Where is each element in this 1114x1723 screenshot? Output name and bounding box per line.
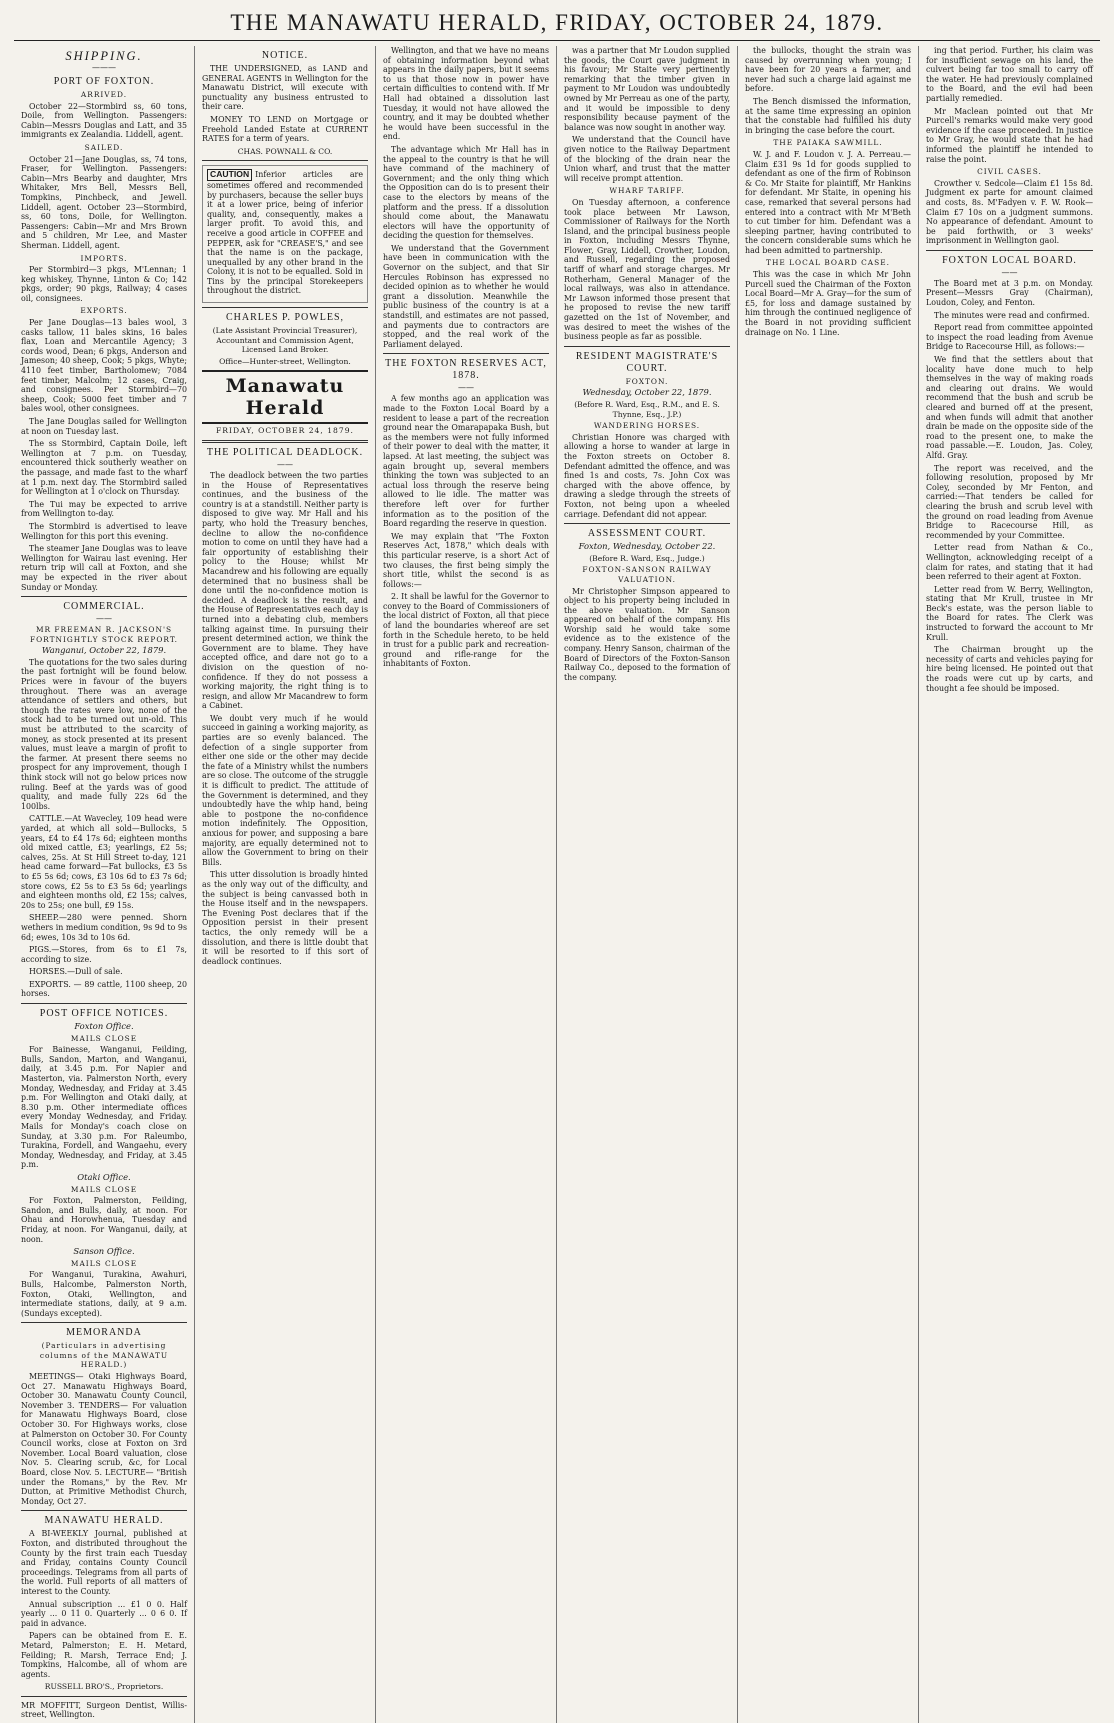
post-office-name: Otaki Office. (77, 1171, 131, 1182)
nameplate-title: Manawatu Herald (225, 375, 345, 420)
caution-text: Inferior articles are sometimes offered and recommended by purchasers, because the seller buys it at a lower price, being of inferior quality, and, consequently, makes a larger profit. To avoid this, and receive a good article in COFFEE and PEPPER, ask for "CREASE'S," and see that the name is on the package, unequalled by any other brand in the Colony, it is not to be equalled. Sold in Tins by the principal Storekeepers throughout the district. (207, 170, 363, 296)
local-board-paragraph: Letter read from W. Berry, Wellington, stating that Mr Krull, trustee in Mr Beck's estate, was the person liable to the Board for rates. The Clerk was instructed to forward the account to Mr Krull. (926, 584, 1093, 642)
commercial-heading: COMMERCIAL. (63, 601, 145, 613)
divider: —— (1001, 267, 1018, 277)
port-heading: PORT OF FOXTON. (53, 76, 155, 87)
post-office-text: For Wanganui, Turakina, Awahuri, Bulls, Halcombe, Palmerston North, Foxton, Otaki, Wellington, and intermediate stations, daily, at 9 a.m. (Sundays excepted). (21, 1270, 187, 1318)
court-date: Wednesday, October 22, 1879. (582, 387, 712, 398)
post-office-name: Foxton Office. (74, 1021, 134, 1032)
article-paragraph: ing that period. Further, his claim was for insufficient sewage on his land, the culvert being far too small to carry off the water. He had previously complained to the Board, and the evil had been partially remedied. (926, 46, 1093, 103)
mails-close-label: MAILS CLOSE (70, 1184, 138, 1194)
memoranda-subheading: (Particulars in advertising columns of the MANAWATU HERALD.) (39, 1341, 169, 1370)
sawmill-heading: THE PAIAKA SAWMILL. (773, 138, 883, 148)
article-paragraph: The advantage which Mr Hall has in the appeal to the country is that he will have command of the machinery of Government; and the only thing which the Opposition can do is to present their case to the electors by means of the platform and the press. If a dissolution should come about, the Manawatu electors will have the opportunity of deciding the question for themselves. (383, 144, 549, 241)
issue-date: FRIDAY, OCTOBER 24, 1879. (216, 426, 354, 436)
arrived-text: October 22—Stormbird ss, 60 tons, Doile, from Wellington. Passengers: Cabin—Messrs Douglas and Latt, and 35 immigrants ex Zealandia. Liddell, agent. (21, 101, 187, 140)
article-paragraph: Wellington, and that we have no means of obtaining information beyond what appears in the daily papers, but it seems to us that those now in power have certain difficulties to contend with. If Mr Hall had obtained a dissolution last Tuesday, it would not have allowed the country, and it may be doubted whether he would have been successful in the end. (383, 46, 549, 142)
herald-text: A BI-WEEKLY Journal, published at Foxton, and distributed throughout the County by the first train each Tuesday and Friday, contains County Council proceedings. Telegrams from all parts of the world. Full reports of all matters of interest to the County. (21, 1529, 187, 1596)
exports-label: EXPORTS. (80, 306, 128, 316)
notice-signature: CHAS. POWNALL & CO. (237, 146, 333, 156)
memoranda-heading: MEMORANDA (66, 1327, 142, 1339)
exports-text: Per Jane Douglas—13 bales wool, 3 casks tallow, 11 bales skins, 16 bales flax, Loan and Mercantile Agency; 3 cords wood, Dean; 6 pkgs, Anderson and Jameson; 40 sheep, Cook; 5 pkgs, Whyte; 4110 feet timber, Bartholomew; 7084 feet timber, Malcolm; 12 cases, Craig, and consignees. Per Stormbird—70 sheep, Cook; 5000 feet timber and 7 bales wool, other consignees. (21, 318, 187, 414)
memoranda-text: MEETINGS— Otaki Highways Board, Oct 27. Manawatu Highways Board, October 30. Manawatu County Council, November 3. TENDERS— For valuation for Manawatu Highways Board, close October 30. For Highways works, close at Palmerston on October 30. For County Council works, close at Foxton on 3rd November. Local Board valuation, close Nov. 5. Clearing scrub, &c, for Local Board, close Nov. 5. LECTURE— "British under the Romans," by the Rev. Mr Dutton, at Primitive Methodist Church, Monday, Oct 27. (21, 1372, 187, 1506)
sailed-label: SAILED. (84, 142, 124, 152)
local-board-paragraph: The Board met at 3 p.m. on Monday. Present—Messrs Gray (Chairman), Loudon, Coley, and Fenton. (926, 278, 1093, 308)
local-board-paragraph: The report was received, and the following resolution, proposed by Mr Coley, seconded by Mr Fenton, and carried:—That tenders be called for clearing the brush and scrub level with the ground on road leading from Avenue Bridge to Racecourse Hill, as recommended by your Committee. (926, 463, 1093, 540)
article-paragraph: The Bench dismissed the information, at the same time expressing an opinion that the constable had fulfilled his duty in bringing the case before the court. (745, 96, 911, 135)
column-3 (376, 46, 557, 1723)
arrived-label: ARRIVED. (80, 90, 128, 99)
local-board-heading: FOXTON LOCAL BOARD. (942, 254, 1077, 266)
notice-heading: NOTICE. (261, 50, 309, 61)
sawmill-text: W. J. and F. Loudon v. J. A. Perreau.—Claim £31 9s 1d for goods supplied to defendant as one of the firm of Robinson & Co. Mr Staite for plaintiff, Mr Hankins for defendant. Mr Staite, in opening his case, remarked that several persons had entered into a contract with Mr M'Beth to cut timber for him. Defendant was a sleeping partner, having contributed to the concern considerable sums which he had been admitted to partnership. (745, 149, 911, 255)
money-to-lend-text: MONEY TO LEND on Mortgage or Freehold Landed Estate at CURRENT RATES for a term of years. (202, 114, 368, 144)
market-exports: EXPORTS. — 89 cattle, 1100 sheep, 20 horses. (21, 979, 187, 999)
reserves-paragraph: A few months ago an application was made to the Foxton Local Board by a resident to lease a part of the recreation ground near the Omarapapaka Bush, but as the members were not fully informed of their power to deal with the matter, it lapsed. At last meeting, the subject was again brought up, several members thinking the town was subjected to an actual loss through the reserve being allowed to lie idle. The matter was therefore left over for further information as to the position of the Board regarding the reserve in question. (383, 394, 549, 529)
notice-text: THE UNDERSIGNED, as LAND and GENERAL AGENTS in Wellington for the Manawatu District, will execute with punctuality any business entrusted to their care. (202, 64, 368, 112)
court-bench: (Before R. Ward, Esq., R.M., and E. S. Thynne, Esq., J.P.) (574, 400, 720, 419)
commercial-text: The quotations for the two sales during the past fortnight will be found below. Prices were in favour of the buyers throughout. There was an average attendance of settlers and others, but though the rates were low, none of the stock had to be turned out un-old. This must be attributed to the scarcity of money, as stock presented at its present values, must leave a margin of profit to the farmer. At present there seems no prospect for any improvement, though I think stock will not go below prices now ruling. Beef at the yards was of good quality, and made fully 22s 6d the 100lbs. (21, 657, 187, 811)
column-5 (738, 46, 919, 1723)
section-rule (202, 307, 368, 308)
local-board-paragraph: Letter read from Nathan & Co., Wellington, acknowledging receipt of a claim for rates, and stating that it had been referred to their agent at Foxton. (926, 543, 1093, 582)
column-6 (919, 46, 1100, 1723)
shipping-note: The steamer Jane Douglas was to leave Wellington for Wairau last evening. Her return trip will call at Foxton, and she may be expected in the river about Sunday or Monday. (21, 544, 187, 592)
powles-name: CHARLES P. POWLES, (225, 312, 344, 324)
leader-paragraph: This utter dissolution is broadly hinted as the only way out of the difficulty, and the subject is being canvassed both in the House itself and in the newspapers. The Evening Post declares that if the Opposition persist in their present tactics, the only remedy will be a dissolution, and there is little doubt that it will be resorted to if this sort of deadlock continues. (202, 870, 368, 966)
reserves-paragraph: We may explain that "The Foxton Reserves Act, 1878," which deals with this particular reserve, is a short Act of two clauses, the first being simply the short title, whilst the second is as follows:— (383, 531, 549, 589)
court-place: FOXTON. (625, 376, 669, 386)
divider: ——— (92, 63, 116, 72)
post-office-heading: POST OFFICE NOTICES. (39, 1008, 169, 1020)
section-rule (21, 1510, 187, 1511)
assessment-heading: ASSESSMENT COURT. (587, 528, 707, 540)
sailed-text: October 21—Jane Douglas, ss, 74 tons, Fraser, for Wellington. Passengers: Cabin—Mrs Bearby and daughter, Mrs Whitaker, Mrs Bell, Messrs Bell, Tompkins, Pinchbeck, and Jewell. Liddell, agent. October 23—Stormbird, ss, 60 tons, Doile, for Wellington. Passengers: Cabin—Mr and Mrs Brown and 5 children, Mr Lee, and Master Sherman. Liddell, agent. (21, 154, 187, 250)
post-office-text: For Bainesse, Wanganui, Feilding, Bulls, Sandon, Marton, and Wanganui, daily, at 3.45 p.m. For Napier and Masterton, via. Palmerston North, every Monday, Wednesday, and Friday at 3.45 p.m. For Wellington and Otaki daily, at 8.30 p.m. Other intermediate offices every Monday Wednesday, and Friday. Mails for Monday's coach close on Sunday, at 3.30 p.m. For Raleumbo, Turakina, Fordell, and Wangaehu, every Monday, Wednesday, and Friday, at 3.45 p.m. (21, 1045, 187, 1170)
section-rule (202, 160, 368, 161)
section-rule (21, 1003, 187, 1004)
imports-text: Per Stormbird—3 pkgs, M'Lennan; 1 keg whiskey, Thynne, Linton & Co; 142 pkgs, order; 90 pkgs, Railway; 4 cases oil, consignees. (21, 265, 187, 303)
market-horses: HORSES.—Dull of sale. (29, 967, 123, 977)
court-heading: RESIDENT MAGISTRATE'S COURT. (575, 350, 719, 374)
column-4 (557, 46, 738, 1723)
market-pigs: PIGS.—Stores, from 6s to £1 7s, according to size. (21, 945, 187, 964)
local-board-paragraph: The Chairman brought up the necessity of carts and vehicles paying for hire being licensed. He pointed out that the roads were cut up by carts, and thought a fee should be imposed. (926, 645, 1093, 693)
mails-close-label: MAILS CLOSE (70, 1258, 138, 1268)
section-rule (202, 440, 368, 443)
civil-cases-heading: CIVIL CASES. (977, 167, 1042, 177)
section-rule (21, 1322, 187, 1323)
post-office-text: For Foxton, Palmerston, Feilding, Sandon, and Bulls, daily, at noon. For Ohau and Horowhenua, Tuesday and Friday, at noon. For Wanganui, daily, at noon. (21, 1196, 187, 1244)
section-rule (564, 523, 730, 524)
board-case-heading: THE LOCAL BOARD CASE. (766, 258, 890, 268)
shipping-heading: SHIPPING. (65, 49, 143, 63)
masthead (14, 6, 1100, 41)
column-1 (14, 46, 195, 1723)
caution-label: CAUTION (207, 169, 252, 181)
proprietors-signature: RUSSELL BRO'S., Proprietors. (44, 1682, 164, 1692)
agents-text: Papers can be obtained from E. E. Metard, Palmerston; E. H. Metard, Feilding; R. Marsh, Terrace End; J. Tompkins, Halcombe, all of whom are agents. (21, 1631, 187, 1679)
section-rule (383, 353, 549, 354)
shipping-note: The ss Stormbird, Captain Doile, left Wellington at 7 p.m. on Tuesday, encountered thick southerly weather on the passage, and made fast to the wharf at 1 p.m. next day. The Stormbird sailed for Wellington at 1 o'clock on Thursday. (21, 439, 187, 497)
caution-advertisement (202, 165, 368, 303)
mails-close-label: MAILS CLOSE (70, 1033, 138, 1043)
imports-label: IMPORTS. (80, 253, 128, 263)
article-paragraph: the bullocks, thought the strain was caused by overrunning when young; I have been for 20 years a farmer, and never had such a charge laid against me before. (745, 46, 911, 94)
assessment-text: Mr Christopher Simpson appeared to object to his property being included in the above valuation. Mr Sanson appeared on behalf of the company. His Worship said he would take some evidence as to the existence of the company. Henry Sanson, chairman of the Board of Directors of the Foxton-Sanson Railway Co., deposed to the formation of the company. (564, 586, 730, 682)
article-paragraph: Mr Maclean pointed out that Mr Purcell's remarks would make very good evidence if the case proceeded. In justice to Mr Gray, he would state that he had informed the plaintiff he intended to raise the point. (926, 106, 1093, 164)
market-sheep: SHEEP.—280 were penned. Shorn wethers in medium condition, 9s 9d to 9s 6d; ewes, 10s 3d to 10s 6d. (21, 913, 187, 942)
reserves-heading: THE FOXTON RESERVES ACT, 1878. (385, 358, 547, 382)
column-2 (195, 46, 376, 1723)
commercial-subheading: MR FREEMAN R. JACKSON'S FORTNIGHTLY STOCK REPORT. (29, 625, 179, 644)
court-subheading: WANDERING HORSES. (593, 421, 701, 431)
section-rule (564, 346, 730, 347)
wharf-tariff-text: On Tuesday afternoon, a conference took place between Mr Lawson, Commissioner of Railways for the North Island, and the principal business people in Foxton, including Messrs Thynne, Flower, Gray, Liddell, Crowther, Loudon, and Russell, regarding the proposed tariff of wharf and storage charges. Mr Rotherham, General Manager of the local railways, was also in attendance. Mr Lawson informed those present that he proposed to revise the new tariff gazetted on the 1st of November, and was desired to meet the wishes of the business people as far as possible. (564, 197, 730, 342)
masthead-title: THE MANAWATU HERALD, FRIDAY, OCTOBER 24, 1879. (230, 10, 884, 35)
assessment-subheading: FOXTON-SANSON RAILWAY VALUATION. (582, 565, 712, 584)
subscription-text: Annual subscription ... £1 0 0. Half yearly ... 0 11 0. Quarterly ... 0 6 0. If paid in advance. (21, 1599, 187, 1628)
commercial-dateline: Wanganui, October 22, 1879. (41, 645, 167, 656)
powles-address: Office—Hunter-street, Wellington. (219, 356, 351, 366)
shipping-note: The Stormbird is advertised to leave Wellington for this port this evening. (21, 521, 187, 541)
article-paragraph: We understand that the Government have been in communication with the Governor on the subject, and that Sir Hercules Robinson has expressed no decided opinion as to whether he would grant a dissolution. Meanwhile the public business of the country is at a standstill, and estimates are not passed, and payments due to contractors are stopped, and the real work of the Parliament delayed. (383, 243, 549, 349)
section-rule (21, 1696, 187, 1697)
post-office-name: Sanson Office. (73, 1246, 135, 1257)
board-case-text: This was the case in which Mr John Purcell sued the Chairman of the Foxton Local Board—Mr A. Gray—for the sum of £5, for loss and damage sustained by him through the continued negligence of the Board in not providing sufficient drainage on No. 1 Line. (745, 270, 911, 337)
assessment-date: Foxton, Wednesday, October 22. (578, 541, 716, 552)
wharf-tariff-heading: WHARF TARIFF. (609, 186, 685, 196)
divider: —— (96, 614, 112, 624)
divider: —— (277, 460, 293, 470)
local-board-paragraph: The minutes were read and confirmed. (934, 310, 1090, 320)
newspaper-columns (14, 46, 1100, 1720)
local-board-paragraph: Report read from committee appointed to inspect the road leading from Avenue Bridge to Racecourse Hill, as follows:— (926, 323, 1093, 352)
reserves-paragraph: 2. It shall be lawful for the Governor to convey to the Board of Commissioners of the local district of Foxton, all that piece of land the boundaries whereof are set forth in the Schedule hereto, to be held in trust for a public park and recreation-ground and rifle-range for the inhabitants of Foxton. (383, 592, 549, 669)
article-paragraph: was a partner that Mr Loudon supplied the goods, the Court gave judgment in his favour; Mr Staite very pertinently remarking that the timber given in payment to Mr Loudon was undoubtedly owned by Mr Perreau as one of the party, and it would be impossible to deny responsibility because payment of the balance was now sought in another way. (564, 46, 730, 132)
section-rule (21, 596, 187, 597)
leader-paragraph: We doubt very much if he would succeed in gaining a working majority, as parties are so evenly balanced. The defection of a single supporter from either one side or the other may decide the fate of a Ministry whilst the numbers are so close. The outcome of the struggle it is difficult to predict. The attitude of the Government is determined, and they undoubtedly have the whip hand, being able to postpone the no-confidence motion indefinitely. The Opposition, anxious for power, and supposing a bare majority, are equally determined not to allow the Government to bring on their Bills. (202, 713, 368, 867)
assessment-bench: (Before R. Ward, Esq., Judge.) (589, 553, 705, 563)
divider: —— (458, 383, 474, 393)
local-board-paragraph: We find that the settlers about that locality have done much to help themselves in the way of making roads and clearing out drains. We would recommend that the bush and scrub be cleared and burned off at the present, and when funds will admit that another drain be made on the opposite side of the road to the present one, to make the road passable.—E. Loudon, Jas. Coley, Alfd. Gray. (926, 355, 1093, 460)
herald-heading: MANAWATU HERALD. (44, 1515, 164, 1527)
article-paragraph: We understand that the Council have given notice to the Railway Department of the blocking of the drain near the Union wharf, and trust that the matter will receive prompt attention. (564, 135, 730, 183)
shipping-note: The Tui may be expected to arrive from Wellington to-day. (21, 499, 187, 519)
leader-paragraph: The deadlock between the two parties in the House of Representatives continues, and the business of the country is at a standstill. Neither party is disposed to give way. Mr Hall and his party, who hold the Treasury benches, decline to allow the no-confidence motion to come on until they have had a fair opportunity of establishing their policy to the House; whilst Mr Macandrew and his following are equally determined that no business shall be done until the no-confidence motion is decided. A deadlock is the result, and the House of Representatives each day is turned into a debating club, members talking against time. In pursuing their present determined action, we think the Government are to blame. They have accepted office, and dare not go to a division on the question of no-confidence. If they do not possess a working majority, the right thing is to resign, and allow Mr Macandrew to form a Cabinet. (202, 471, 368, 711)
newspaper-nameplate (202, 370, 368, 424)
powles-description: (Late Assistant Provincial Treasurer), Accountant and Commission Agent, Licensed Land Broker. (212, 326, 358, 355)
section-rule (926, 250, 1093, 251)
court-text: Christian Honore was charged with allowing a horse to wander at large in the Foxton streets on October 8. Defendant admitted the offence, and was fined 1s and costs, 7s. John Cox was charged with the above offence, by drawing a sledge through the streets of Foxton, not being upon a wheeled carriage. Defendant did not appear. (564, 432, 730, 519)
civil-cases-text: Crowther v. Sedcole—Claim £1 15s 8d. Judgment ex parte for amount claimed and costs, 8s. M'Fadyen v. F. W. Rook—Claim £7 10s on a judgment summons. No appearance of defendant. Amount to be paid forthwith, or 3 weeks' imprisonment in Wellington gaol. (926, 178, 1093, 246)
market-cattle: CATTLE.—At Wavecley, 109 head were yarded, at which all sold—Bullocks, 5 years, £4 to £4 17s 6d; eighteen months old mixed cattle, £3; yearlings, £2 5s; calves, 25s. At St Hill Street to-day, 121 head came forward—Fat bullocks, £3 5s to £5 5s 6d; cows, £3 10s 6d to £3 7s 6d; store cows, £2 5s to £3 5s 6d; yearlings and eighteen months old, £2 15s; calves, 20s to 25s; one bull, £9 15s. (21, 814, 187, 910)
shipping-note: The Jane Douglas sailed for Wellington at noon on Tuesday last. (21, 417, 187, 436)
dentist-ad: MR MOFFITT, Surgeon Dentist, Willis-street, Wellington. (21, 1700, 187, 1720)
leader-heading: THE POLITICAL DEADLOCK. (206, 447, 364, 459)
